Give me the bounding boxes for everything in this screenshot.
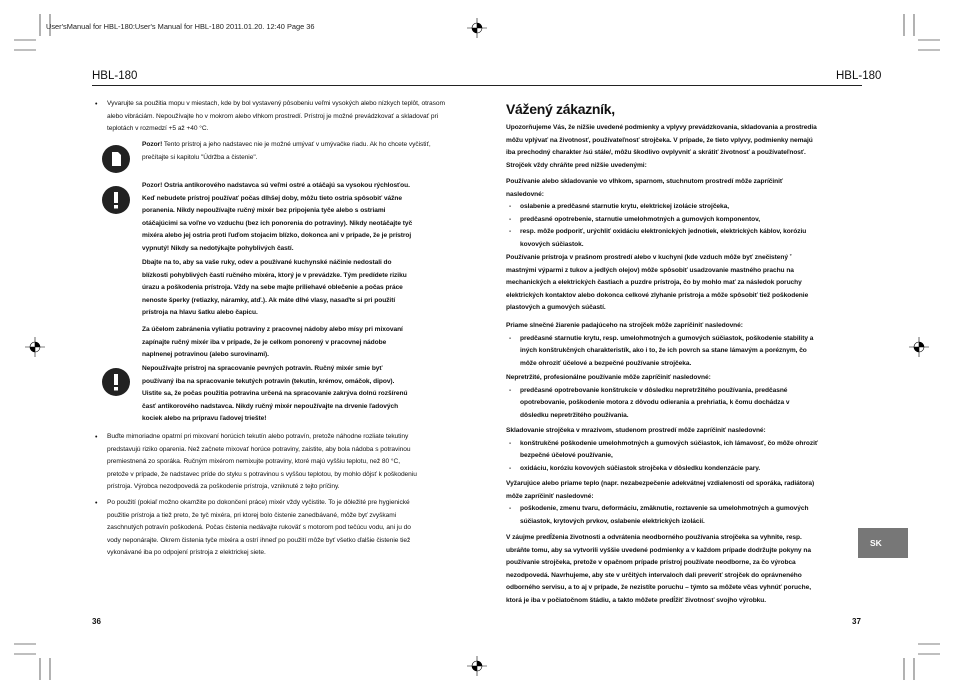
warning-icon xyxy=(102,186,130,214)
print-header: User'sManual for HBL-180:User's Manual for HBL-180 2011.01.20. 12:40 Page 36 xyxy=(46,22,315,31)
language-tab: SK xyxy=(858,528,908,558)
note-label: Pozor! xyxy=(142,141,163,148)
list-item-text: predčasné opotrebenie, starnutie umelohmotných a gumových komponentov, xyxy=(520,215,761,223)
section-continuous-use xyxy=(506,372,856,422)
note-icon xyxy=(102,145,130,173)
text-line: Po použití (pokiaľ možno okamžite po dokončení práce) mixér vždy vyčistite. To je dôležité pre hygienické xyxy=(107,499,410,506)
list-item-text: predčasné opotrebovanie konštrukcie v dôsledku nepretržitého používania, predčasné xyxy=(520,386,788,394)
text-line: používanie strojčeka, pretože v opačnom prípade prístroj používate neodborne, za čo výrobca xyxy=(506,559,796,566)
list-item-text: konštrukčné poškodenie umelohmotných a gumových súčiastok, ich lámavosť, čo môže ohroziť xyxy=(520,439,818,447)
bullet: • xyxy=(95,500,98,507)
section-heading: Priame slnečné žiarenie padajúceho na strojček môže zapríčiniť nasledovné: xyxy=(506,322,743,329)
list-item-text: oslabenie a predčasné starnutie krytu, elektrickej izolácie strojčeka, xyxy=(520,203,730,210)
list-item: - resp. môže podporiť, urýchliť oxidáciu elektronických jednotiek, elektrických káblov, koróziu xyxy=(509,228,807,235)
warning-line: mixéra alebo jej ostria proti ľuďom stojacim blízko, dokonca ani v prípade, že je prístroj xyxy=(142,232,412,239)
warning-block-1 xyxy=(142,180,462,255)
text-line: použitie prístroja a tiež preto, že tyč mixéra, pri ktorej bolo čistenie zanedbávané, môže byť zvyškami xyxy=(107,511,397,519)
list-item: - predčasné opotrebovanie konštrukcie v dôsledku nepretržitého používania, predčasné xyxy=(509,386,788,394)
page-number-right: 37 xyxy=(852,617,861,626)
text-line: odborného servisu, a to aj v prípade, že nezistíte poruchu – týmto sa môžete včas vyhnúť poruche, xyxy=(506,584,811,591)
note-text: Tento prístroj a jeho nadstavec nie je možné umývať v umývačke riadu. Ak ho chcete vyčistiť, prečítajte si kapitolu "Údržba a čistenie". xyxy=(142,141,431,161)
warning-line: Pozor! Ostria antikorového nadstavca sú veľmi ostré a otáčajú sa vysokou rýchlosťou. xyxy=(142,182,410,189)
text-line: mechanických a elektrických častiach a puzdre prístroja, čo by mohlo mať za následok poruchy xyxy=(506,279,802,286)
list-item-text: bezpečné účelové používanie, xyxy=(520,452,613,459)
list-item: - oxidáciu, koróziu kovových súčiastok strojčeka v dôsledku kondenzácie pary. xyxy=(509,464,761,472)
warning-line: naplnenej potravinou (alebo surovinami). xyxy=(142,351,269,358)
warning-line: zapínajte ručný mixér iba v prípade, že je celkom ponorený v pracovnej nádobe xyxy=(142,338,387,346)
text-line: predstavujú riziko oparenia. Než začnete mixovať horúce potraviny, zaistite, aby bola nádoba s potravinou xyxy=(107,445,411,453)
list-item xyxy=(506,345,856,358)
section-heading: môže zapríčiniť nasledovné: xyxy=(506,492,594,500)
text-line: mastnými výparmi z tukov a jedlých olejov) môže spôsobiť usadzovanie mastného prachu na xyxy=(506,266,794,274)
warning-line: nenoste šperky (retiazky, náramky, atď.). Ak máte dlhé vlasy, nasaďte si pri použití xyxy=(142,296,396,304)
list-item-text: poškodenie, zmenu tvaru, deformáciu, zmäknutie, roztavenie sa umelohmotných a gumových xyxy=(520,505,809,512)
list-item xyxy=(506,516,856,529)
warning-line: otáčajúcimi sa voľne vo vzduchu (bez ich ponorenia do potraviny). Nikdy neotáčajte tyč xyxy=(142,219,413,227)
list-item: - predčasné starnutie krytu, resp. umelohmotných a gumových súčiastok, poškodenie stability a xyxy=(509,334,814,342)
list-item-text: opotrebovanie, poškodenie motora z dôvodu odierania a prehriatia, k čomu dochádza v xyxy=(520,399,790,406)
list-item: - konštrukčné poškodenie umelohmotných a gumových súčiastok, ich lámavosť, čo môže ohroziť xyxy=(509,439,818,447)
model-name-left: HBL-180 xyxy=(92,70,138,82)
warning-line: Nepoužívajte prístroj na spracovanie pevných potravín. Ručný mixér smie byť xyxy=(142,365,383,372)
list-item: - predčasné opotrebenie, starnutie umelohmotných a gumových komponentov, xyxy=(509,215,761,223)
text-line: ubráňte tomu, aby sa vytvorili vyššie uvedené podmienky a v každom prípade dodržujte pokyny na xyxy=(506,546,811,554)
warning-line: časť antikorového nadstavca. Nikdy ručný mixér nepoužívajte na drvenie ľadových xyxy=(142,402,399,410)
bullet-text-3 xyxy=(107,497,452,560)
warning-line: úrazu a poškodenia prístroja. Vždy na sebe majte priliehavé oblečenie a počas práce xyxy=(142,284,403,291)
text-line: premiestnená zo sporáka. Ručným mixérom nemixujte potraviny, ktoré majú vyššiu teplotu, než 80 °C, xyxy=(107,458,400,465)
header-rule-left xyxy=(92,85,478,86)
text-line: prístroja. Výrobca nezodpovedá za poškodenie prístroja, vzniknuté z tejto príčiny. xyxy=(107,483,340,490)
warning-line: používaný iba na spracovanie tekutých potravín (tekutín, krémov, omáčok, dipov). xyxy=(142,377,395,385)
text-line: môžu vplývať na životnosť, používateľnosť strojčeka. V prípade, že tieto vplyvy, podmienky nemajú xyxy=(506,136,813,144)
section-dust xyxy=(506,252,856,315)
page-number-left: 36 xyxy=(92,617,101,626)
text-line: plastových a gumových súčastí. xyxy=(506,304,606,311)
warning-line: vypnutý! Nikdy sa nedotýkajte pohyblivých častí. xyxy=(142,244,294,252)
text-line: Upozorňujeme Vás, že nižšie uvedené podmienky a vplyvy prevádzkovania, skladovania a prostredia xyxy=(506,124,817,131)
text-line: vody neponárajte. Okrem čistenia tyče mixéra a ostrí ihneď po použití môže byť všetko ďalšie čistenie tiež xyxy=(107,536,411,544)
text-line: Strojček vždy chráňte pred nižšie uvedenými: xyxy=(506,161,647,169)
warning-line: kociek alebo na prípravu ľadovej triešte! xyxy=(142,415,267,422)
text-line: ktorá je iba v počiatočnom štádiu, a takto môžete predĺžiť životnosť svojho výrobku. xyxy=(506,596,767,604)
list-item-text: dôsledku nepretržitého používania. xyxy=(520,411,629,419)
section-heading: Používanie alebo skladovanie vo vlhkom, sparnom, stuchnutom prostredí môže zapríčiniť xyxy=(506,178,784,185)
section-frost xyxy=(506,425,856,475)
text-line: iba prechodný charakter /sú stále/, môžu škodlivo ovplyvniť a skrátiť životnosť a používateľnosť. xyxy=(506,149,806,156)
warning-block-4 xyxy=(142,363,462,426)
model-name-right: HBL-180 xyxy=(836,70,882,82)
list-item-text: iných konštrukčných charakteristík, ako i to, že ich povrch sa stane lámavým a poréznym, čo xyxy=(520,347,807,354)
warning-line: Keď nebudete prístroj používať počas dlhšej doby, môžu tieto ostria spôsobiť vážne xyxy=(142,194,403,202)
section-heading: Nepretržité, profesionálne používanie môže zapríčiniť nasledovné: xyxy=(506,374,711,381)
list-item-text: súčiastok, krytových prvkov, oslabenie elektrických izolácií. xyxy=(520,517,705,525)
warning-icon xyxy=(102,368,130,396)
section-heading: Skladovanie strojčeka v mrazivom, studenom prostredí môže zapríčiniť nasledovné: xyxy=(506,427,766,434)
list-item xyxy=(506,397,856,410)
warning-block-3 xyxy=(142,324,462,362)
note-paragraph xyxy=(142,139,447,164)
warning-line: Uistite sa, že počas použitia potravina určená na spracovanie zakrýva dolnú rozšírenú xyxy=(142,390,408,397)
list-item xyxy=(506,358,856,371)
text-line: nezodpovedá. Navrhujeme, aby ste v určitých intervaloch dali preveriť strojček do oprávneného xyxy=(506,571,802,579)
warning-block-2 xyxy=(142,257,462,320)
closing-paragraph xyxy=(506,532,856,607)
list-item: - poškodenie, zmenu tvaru, deformáciu, zmäknutie, roztavenie sa umelohmotných a gumových xyxy=(509,505,809,512)
bullet-text-1: Vyvarujte sa použitia mopu v miestach, kde by bol vystavený pôsobeniu veľmi vysokých alebo nízkych teplôt, otrasom alebo vibráciám. Nepoužívajte ho v mokrom alebo vlhkom prostredí. Prístroj je možné prevádzkovať a skladovať pri teplotách v rozmedzí +5 až +40 °C. xyxy=(107,100,445,132)
intro-paragraph xyxy=(506,122,856,172)
list-item xyxy=(506,239,856,252)
bullet: • xyxy=(95,101,98,108)
section-heading: nasledovné: xyxy=(506,190,544,198)
warning-line: poranenia. Nikdy nepoužívajte ručný mixér bez pripojenia tyče alebo s ostriami xyxy=(142,207,386,214)
section-sunlight xyxy=(506,320,856,370)
list-item-text: resp. môže podporiť, urýchliť oxidáciu elektronických jednotiek, elektrických káblov, koróziu xyxy=(520,228,807,235)
warning-line: prístroja na hlavu šatku alebo čapicu. xyxy=(142,309,258,316)
list-item xyxy=(506,410,856,423)
text-line: vykonávané iba po odpojení prístroja z elektrickej siete. xyxy=(107,549,266,556)
bullet-text-2 xyxy=(107,431,452,494)
list-item-text: oxidáciu, koróziu kovových súčiastok strojčeka v dôsledku kondenzácie pary. xyxy=(520,464,761,472)
text-line: elektrických kontaktov alebo dokonca celkové zlyhanie prístroja a môže spôsobiť tiež poškodenie xyxy=(506,291,809,299)
text-line: pretože v prípade, že nadstavec príde do styku s potravinou s vyššou teplotou, by mohlo dôjsť k poškodeniu xyxy=(107,470,417,478)
text-line: Používanie prístroja v prašnom prostredí alebo v kuchyni (kde vzduch môže byť znečistený ˚ xyxy=(506,254,792,261)
warning-line: Dbajte na to, aby sa vaše ruky, odev a používané kuchynské náčinie nedostali do xyxy=(142,259,392,266)
warning-line: blízkosti pohyblivých častí ručného mixéra, ktorý je v prevádzke. Tým predídete riziku xyxy=(142,271,407,279)
section-humidity xyxy=(506,176,856,251)
list-item-text: kovových súčiastok. xyxy=(520,240,584,248)
list-item-text: predčasné starnutie krytu, resp. umelohmotných a gumových súčiastok, poškodenie stability a xyxy=(520,334,814,342)
section-heading: Vyžarujúce alebo priame teplo (napr. nezabezpečenie adekvátnej vzdialenosti od sporáka, radiátora) xyxy=(506,480,815,487)
header-rule-right xyxy=(476,85,862,86)
list-item: - oslabenie a predčasné starnutie krytu, elektrickej izolácie strojčeka, xyxy=(509,203,730,210)
bullet: • xyxy=(95,434,98,441)
section-heat xyxy=(506,478,856,528)
text-line: zaschnutých potravín poškodená. Počas čistenia nedávajte rukoväť s motorom pod tečúcu vodu, ani ju do xyxy=(107,524,411,531)
text-line: V záujme predĺženia životnosti a odvrátenia neodborného používania strojčeka sa vyhnite, resp. xyxy=(506,534,802,541)
list-item-text: môže ohroziť účelové a bezpečné používanie strojčeka. xyxy=(520,359,692,367)
warning-line: Za účelom zabránenia vyliatiu potraviny z pracovnej nádoby alebo mísy pri mixovaní xyxy=(142,326,403,333)
page-title: Vážený zákazník, xyxy=(506,101,615,117)
list-item xyxy=(506,450,856,463)
text-line: Buďte mimoriadne opatrní pri mixovaní horúcich tekutín alebo potravín, pretože náhodne rozliate tekutiny xyxy=(107,433,409,440)
